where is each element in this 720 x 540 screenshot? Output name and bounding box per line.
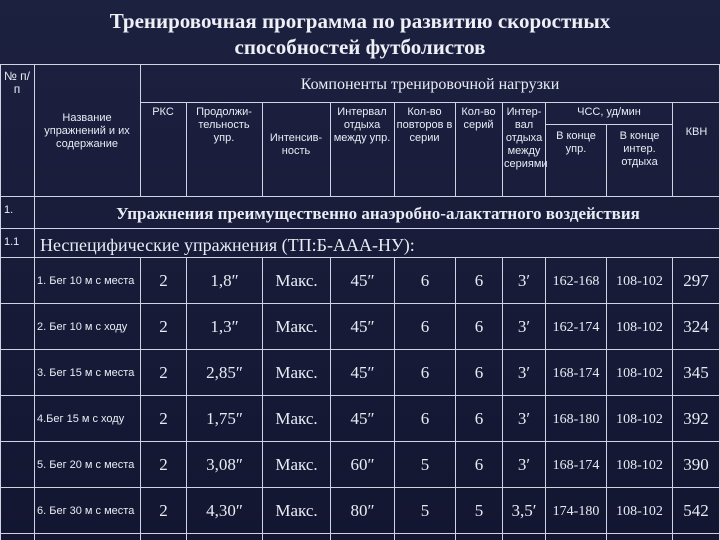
cell-reps: 5 [420,455,430,474]
cell-reps: 6 [420,363,430,382]
cell-series-interval: 3′ [517,363,531,382]
cell-series: 5 [474,501,484,520]
header-interval: Интервал отдыха между упр. [333,106,391,144]
cell-duration: 1,3″ [210,317,239,336]
cell-duration: 3,08″ [206,455,243,474]
cell-kvn: 324 [683,317,709,336]
cell-series-interval: 3′ [517,317,531,336]
section-11-num: 1.1 [4,236,20,248]
cell-kvn: 542 [683,501,709,520]
cell-interval: 60″ [350,455,375,474]
cell-hr-end: 168-174 [552,365,600,381]
cell-intensity: Макс. [275,501,318,520]
cell-kvn: 392 [683,409,709,428]
cell-series-interval: 3,5′ [511,501,537,520]
cell-interval: 80″ [350,501,375,520]
table-row [0,304,720,350]
cell-name: 4.Бег 15 м с ходу [37,413,125,425]
table-row [0,258,720,304]
cell-series: 6 [474,363,484,382]
header-series: Кол-во серий [461,106,496,131]
cell-interval: 45″ [350,317,375,336]
table-row [0,488,720,534]
table-row [0,350,720,396]
cell-reps: 6 [420,317,430,336]
table-row [0,396,720,442]
cell-hr-rest: 108-102 [616,457,663,473]
cell-hr-rest: 108-102 [616,365,663,381]
header-hr: ЧСС, уд/мин [577,106,641,118]
cell-duration: 1,8″ [210,271,239,290]
header-hr-end: В конце упр. [556,130,596,155]
cell-interval: 45″ [350,271,375,290]
table-row [0,442,720,488]
cell-name: 5. Бег 20 м с места [37,459,135,471]
header-num: № п/п [3,69,31,96]
cell-rks: 2 [159,455,168,474]
section-11-title: Неспецифические упражнения (ТП:Б-ААА-НУ): [40,235,415,255]
cell-intensity: Макс. [275,363,318,382]
cell-intensity: Макс. [275,455,318,474]
header-reps: Кол-во повторов в серии [396,106,453,144]
header-kvn: КВН [685,126,708,138]
cell-hr-end: 162-174 [552,319,600,335]
cell-hr-end: 174-180 [552,503,600,519]
cell-interval: 45″ [350,363,375,382]
cell-hr-end: 162-168 [552,273,600,289]
cell-reps: 5 [420,501,430,520]
header-name: Название упражнений и их содержание [44,112,130,150]
cell-hr-end: 168-180 [552,411,600,427]
cell-name: 2. Бег 10 м с ходу [37,321,128,333]
header-duration: Продолжи-тельность упр. [196,106,252,144]
cell-interval: 45″ [350,409,375,428]
section-1-num: 1. [4,204,14,216]
cell-hr-rest: 108-102 [616,503,663,519]
cell-rks: 2 [159,409,168,428]
cell-duration: 2,85″ [206,363,243,382]
cell-rks: 2 [159,317,168,336]
cell-series-interval: 3′ [517,271,531,290]
cell-name: 1. Бег 10 м с места [37,275,135,287]
cell-series: 6 [474,317,484,336]
title-line-1: Тренировочная программа по развитию скоростных [109,9,611,33]
cell-hr-rest: 108-102 [616,411,663,427]
header-intensity: Интенсив-ность [269,132,323,157]
cell-name: 3. Бег 15 м с места [37,367,135,379]
cell-hr-rest: 108-102 [616,319,663,335]
cell-name: 6. Бег 30 м с места [37,505,135,517]
cell-series: 6 [474,409,484,428]
cell-kvn: 390 [683,455,709,474]
section-1-title: Упражнения преимущественно анаэробно-алактатного воздействия [116,204,640,223]
cell-kvn: 297 [683,271,709,290]
cell-rks: 2 [159,501,168,520]
cell-series-interval: 3′ [517,409,531,428]
page-title [0,8,720,60]
cell-hr-end: 168-174 [552,457,600,473]
title-line-2: способностей футболистов [234,35,486,59]
cell-series-interval: 3′ [517,455,531,474]
cell-intensity: Макс. [275,317,318,336]
cell-rks: 2 [159,271,168,290]
header-hr-rest: В конце интер. отдыха [619,130,660,168]
cell-series: 6 [474,455,484,474]
cell-duration: 4,30″ [206,501,243,520]
cell-kvn: 345 [683,363,709,382]
header-series-interval: Интер-вал отдыха между сериями [504,106,548,170]
cell-hr-rest: 108-102 [616,273,663,289]
header-rks: РКС [152,106,174,118]
cell-intensity: Макс. [275,271,318,290]
header-components: Компоненты тренировочной нагрузки [300,76,560,93]
cell-duration: 1,75″ [206,409,243,428]
cell-reps: 6 [420,409,430,428]
cell-rks: 2 [159,363,168,382]
cell-series: 6 [474,271,484,290]
cell-reps: 6 [420,271,430,290]
cell-intensity: Макс. [275,409,318,428]
